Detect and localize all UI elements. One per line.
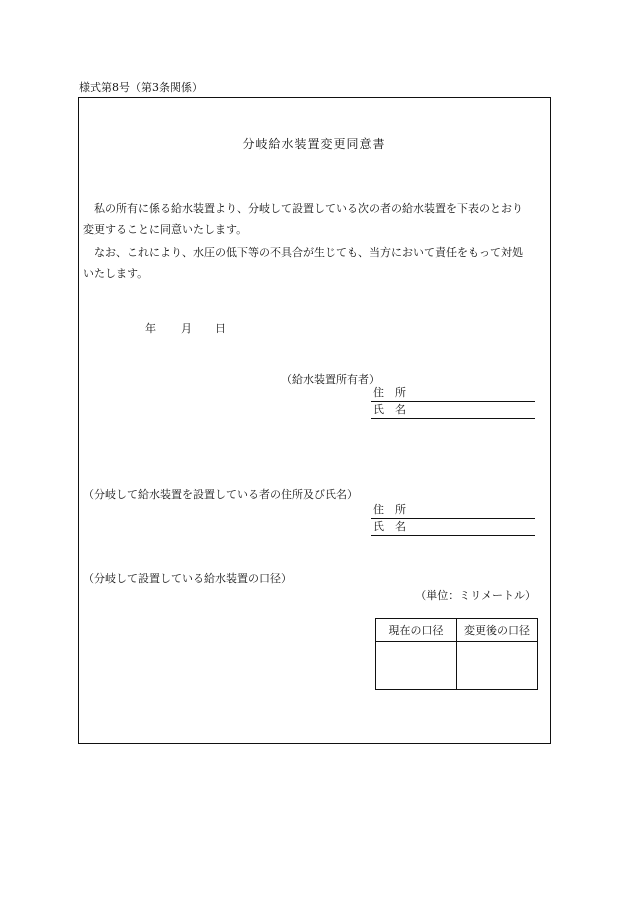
body-line-2: 変更することに同意いたします。 — [83, 223, 248, 236]
branch-owner-name-field[interactable] — [371, 520, 535, 536]
branch-owner-address-label: 住 所 — [373, 503, 406, 516]
current-diameter-header: 現在の口径 — [376, 619, 457, 642]
owner-address-label: 住 所 — [373, 386, 406, 399]
body-line-3: なお、これにより、水圧の低下等の不具合が生じても、当方において責任をもって対処 — [83, 246, 523, 259]
branch-owner-heading: （分岐して給水装置を設置している者の住所及び氏名） — [83, 488, 358, 501]
diameter-table-value-row — [376, 642, 538, 690]
new-diameter-header: 変更後の口径 — [457, 619, 538, 642]
owner-address-field[interactable] — [371, 386, 535, 402]
owner-name-field[interactable] — [371, 403, 535, 419]
date-month-label: 月 — [181, 322, 192, 335]
body-line-4: いたします。 — [83, 267, 149, 280]
branch-owner-name-label: 氏 名 — [373, 520, 406, 533]
date-year-label: 年 — [145, 322, 156, 335]
diameter-heading: （分岐して設置している給水装置の口径） — [83, 572, 292, 585]
branch-owner-address-field[interactable] — [371, 503, 535, 519]
new-diameter-cell[interactable] — [457, 642, 538, 690]
body-line-1: 私の所有に係る給水装置より、分岐して設置している次の者の給水装置を下表のとおり — [83, 202, 523, 215]
owner-heading: （給水装置所有者） — [281, 373, 380, 386]
current-diameter-cell[interactable] — [376, 642, 457, 690]
diameter-unit-note: （単位：ミリメートル） — [415, 589, 536, 602]
date-day-label: 日 — [215, 322, 226, 335]
document-title: 分岐給水装置変更同意書 — [242, 137, 386, 151]
owner-name-label: 氏 名 — [373, 403, 406, 416]
form-number: 様式第8号（第3条関係） — [79, 81, 203, 94]
form-frame — [78, 97, 551, 744]
diameter-table-header-row — [376, 619, 538, 642]
diameter-table — [375, 618, 538, 690]
